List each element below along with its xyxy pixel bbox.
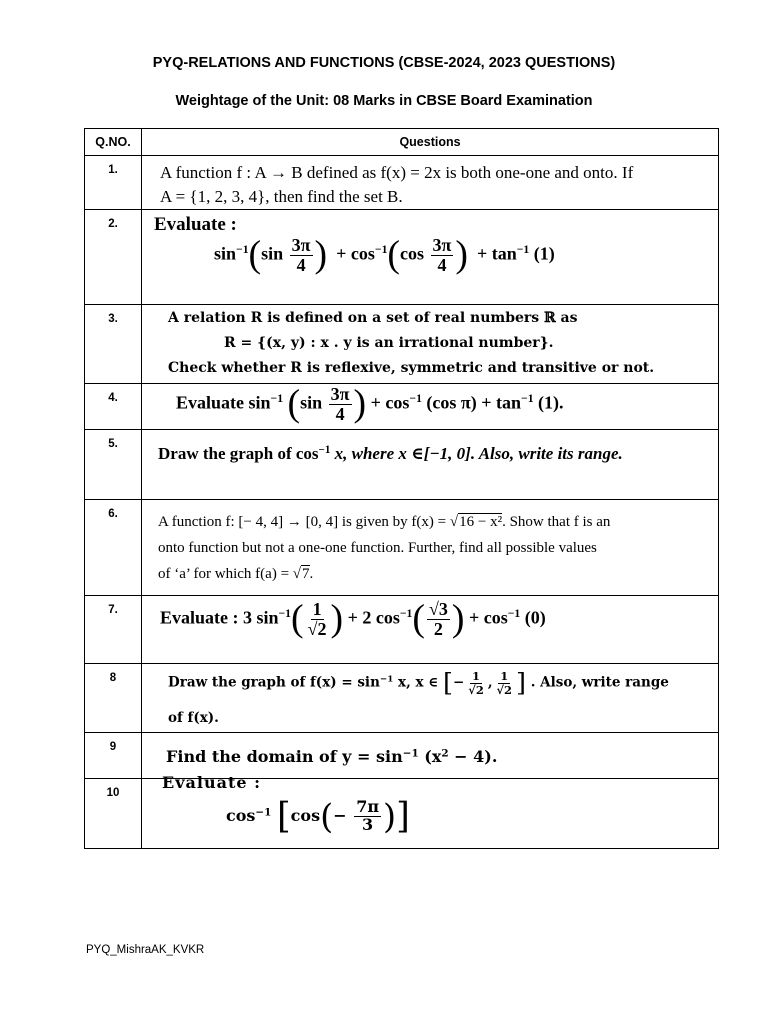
sqrt-content: 16 − x² [459, 514, 503, 530]
fraction-numerator: 7π [356, 797, 380, 817]
left-paren: ( [412, 597, 425, 640]
math-text: Find the domain of y = sin [166, 747, 403, 766]
right-paren: ) [353, 382, 367, 425]
fraction-denominator: 4 [437, 254, 447, 275]
math-superscript: −1 [318, 443, 331, 456]
math-text: . Also, write range [530, 674, 669, 691]
question-text: onto function but not a one-one function. Further, find all possible values [158, 540, 597, 556]
column-header-questions: Questions [142, 129, 719, 156]
question-number: 4. [85, 384, 142, 430]
fraction [290, 236, 313, 275]
math-text: (x [424, 747, 442, 766]
question-text: Evaluate : [154, 214, 237, 235]
math-text: Evaluate : 3 sin [160, 607, 279, 628]
table-row [85, 430, 719, 500]
fraction-denominator: √2 [468, 682, 484, 697]
math-text: . [309, 566, 314, 582]
page-title: PYQ-RELATIONS AND FUNCTIONS (CBSE-2024, 2023 QUESTIONS) [152, 55, 616, 71]
math-superscript: −1 [516, 243, 530, 257]
math-text: sin [300, 392, 323, 413]
left-paren: ( [387, 233, 401, 276]
math-superscript: −1 [399, 607, 413, 621]
fraction-denominator: √2 [496, 682, 513, 697]
math-text: (0) [524, 607, 546, 628]
math-text: A function f: [− 4, 4] → [0, 4] is given by f(x) = [158, 514, 450, 530]
left-paren: ( [291, 597, 304, 640]
fraction [495, 670, 515, 695]
left-paren: ( [287, 382, 301, 425]
math-expression [176, 382, 564, 425]
fraction [427, 600, 450, 639]
math-superscript: −1 [507, 607, 521, 621]
math-expression [160, 597, 546, 640]
math-text: cos [290, 806, 321, 826]
math-superscript: −1 [379, 674, 394, 685]
right-paren: ) [314, 233, 328, 276]
question-number: 8 [85, 664, 142, 733]
question-number: 9 [85, 733, 142, 779]
table-row [85, 305, 719, 384]
math-superscript: −1 [255, 806, 272, 819]
math-expression: $\sin^{-1}(\sin$ $\frac{3\pi}{4}$ ) + $\cos^{-1}(\cos$ $\frac{3\pi}{4}$ ) + $\tan^{-1} (1)$ [214, 233, 555, 276]
table-row [85, 596, 719, 664]
question-cell [142, 305, 719, 384]
math-text: sin [261, 243, 284, 264]
left-bracket: [ [442, 668, 453, 698]
question-cell [142, 430, 719, 500]
question-text: of ‘a’ for which f(a) = √7. [158, 566, 314, 582]
question-text: Check whether R is reflexive, symmetric and transitive or not. [168, 360, 655, 376]
questions-table [84, 128, 719, 849]
question-number: 6. [85, 500, 142, 596]
math-expression [226, 796, 410, 837]
right-paren: ) [383, 796, 397, 836]
right-bracket: ] [516, 668, 527, 698]
math-text: cos [350, 243, 375, 264]
table-row [85, 384, 719, 430]
column-header-qno: Q.NO. [85, 129, 142, 156]
question-cell [142, 664, 719, 733]
math-superscript: −1 [270, 392, 284, 406]
math-text: + cos [370, 392, 410, 413]
question-number: 7. [85, 596, 142, 664]
math-text: Draw the graph of cos [158, 444, 319, 463]
math-superscript: −1 [236, 243, 249, 257]
sqrt-content: 7 [302, 566, 310, 582]
question-number: 5. [85, 430, 142, 500]
math-text: x, where x ∈[−1, 0]. Also, write its range. [334, 444, 623, 463]
fraction [329, 385, 352, 424]
question-cell [142, 384, 719, 430]
left-paren: ( [320, 796, 334, 836]
page-subtitle: Weightage of the Unit: 08 Marks in CBSE Board Examination [175, 93, 593, 109]
math-text: − 4). [448, 747, 498, 766]
question-text: A relation R is defined on a set of real numbers ℝ as [168, 310, 578, 326]
math-superscript: −1 [409, 392, 422, 406]
question-number: 3. [85, 305, 142, 384]
math-text: cos [226, 806, 256, 826]
right-paren: ) [451, 597, 465, 640]
fraction-numerator: 3π [291, 235, 311, 255]
math-text: + cos [468, 607, 508, 628]
fraction [354, 799, 381, 834]
math-text: (cos π) + tan [426, 392, 522, 413]
question-cell [142, 210, 719, 305]
math-text: cos [400, 243, 425, 264]
math-text: Evaluate sin [176, 392, 271, 413]
math-superscript: −1 [402, 747, 419, 760]
math-superscript: −1 [278, 607, 292, 621]
fraction [466, 670, 486, 695]
math-text: of ‘a’ for which f(a) = [158, 566, 293, 582]
math-text: + 2 cos [347, 607, 400, 628]
math-text: (1) [533, 243, 555, 264]
question-number: 2. [85, 210, 142, 305]
table-header-row [85, 129, 719, 156]
question-cell [142, 733, 719, 779]
fraction-denominator: 4 [335, 403, 345, 424]
math-text: x, x ∈ [398, 674, 439, 691]
fraction-denominator: 4 [296, 254, 306, 275]
question-cell [142, 596, 719, 664]
math-text: Draw the graph of f(x) = sin [168, 674, 380, 691]
right-paren: ) [455, 233, 468, 276]
math-text: sin [214, 243, 237, 264]
page-footer: PYQ_MishraAK_KVKR [86, 944, 205, 956]
fraction [431, 236, 454, 275]
fraction-numerator: 3π [432, 235, 452, 255]
table-row [85, 664, 719, 733]
question-text: R = {(x, y) : x . y is an irrational number}. [224, 335, 554, 351]
fraction-numerator: 1 [472, 669, 481, 684]
left-paren: ( [248, 233, 262, 276]
math-text: (1). [538, 392, 564, 413]
table-row [85, 156, 719, 210]
table-row [85, 210, 719, 305]
question-text [158, 444, 623, 464]
fraction-denominator: 3 [362, 815, 374, 835]
fraction-numerator: 3π [330, 384, 350, 404]
right-paren: ) [330, 597, 344, 640]
math-superscript: −1 [521, 392, 534, 406]
question-text: A function f : A → B defined as f(x) = 2x is both one-one and onto. If [160, 163, 634, 182]
fraction-numerator: 1 [500, 669, 509, 684]
math-superscript: −1 [374, 243, 388, 257]
math-text: − [333, 806, 347, 826]
fraction [306, 600, 329, 639]
question-cell [142, 500, 719, 596]
question-text: A function f: [− 4, 4] → [0, 4] is given by f(x) = √16 − x². Show that f is an [158, 514, 611, 530]
fraction-numerator: 1 [312, 599, 322, 619]
question-cell [142, 156, 719, 210]
question-text: Evaluate : [162, 773, 261, 792]
fraction-denominator: √2 [307, 618, 327, 639]
question-number: 1. [85, 156, 142, 210]
question-number: 10 [85, 779, 142, 849]
left-bracket: [ [276, 796, 291, 837]
fraction-numerator: √3 [428, 599, 448, 619]
question-text: of f(x). [168, 710, 219, 726]
question-text [166, 747, 497, 766]
right-bracket: ] [396, 796, 410, 837]
table-row [85, 733, 719, 779]
question-text: Draw the graph of $f(x) = \sin^{-1} x$, x ∈ [− $\frac{1}{√2}$ , $\frac{1}{√2}$ ] . Also, write range [168, 668, 669, 698]
math-text: + tan [476, 243, 517, 264]
math-text: − [452, 674, 465, 691]
table-row [85, 779, 719, 849]
question-text: A = {1, 2, 3, 4}, then find the set B. [160, 187, 403, 206]
table-row [85, 500, 719, 596]
math-text: . Show that f is an [502, 514, 611, 530]
question-cell [142, 773, 719, 849]
fraction-denominator: 2 [433, 618, 443, 639]
math-superscript: 2 [441, 747, 449, 760]
